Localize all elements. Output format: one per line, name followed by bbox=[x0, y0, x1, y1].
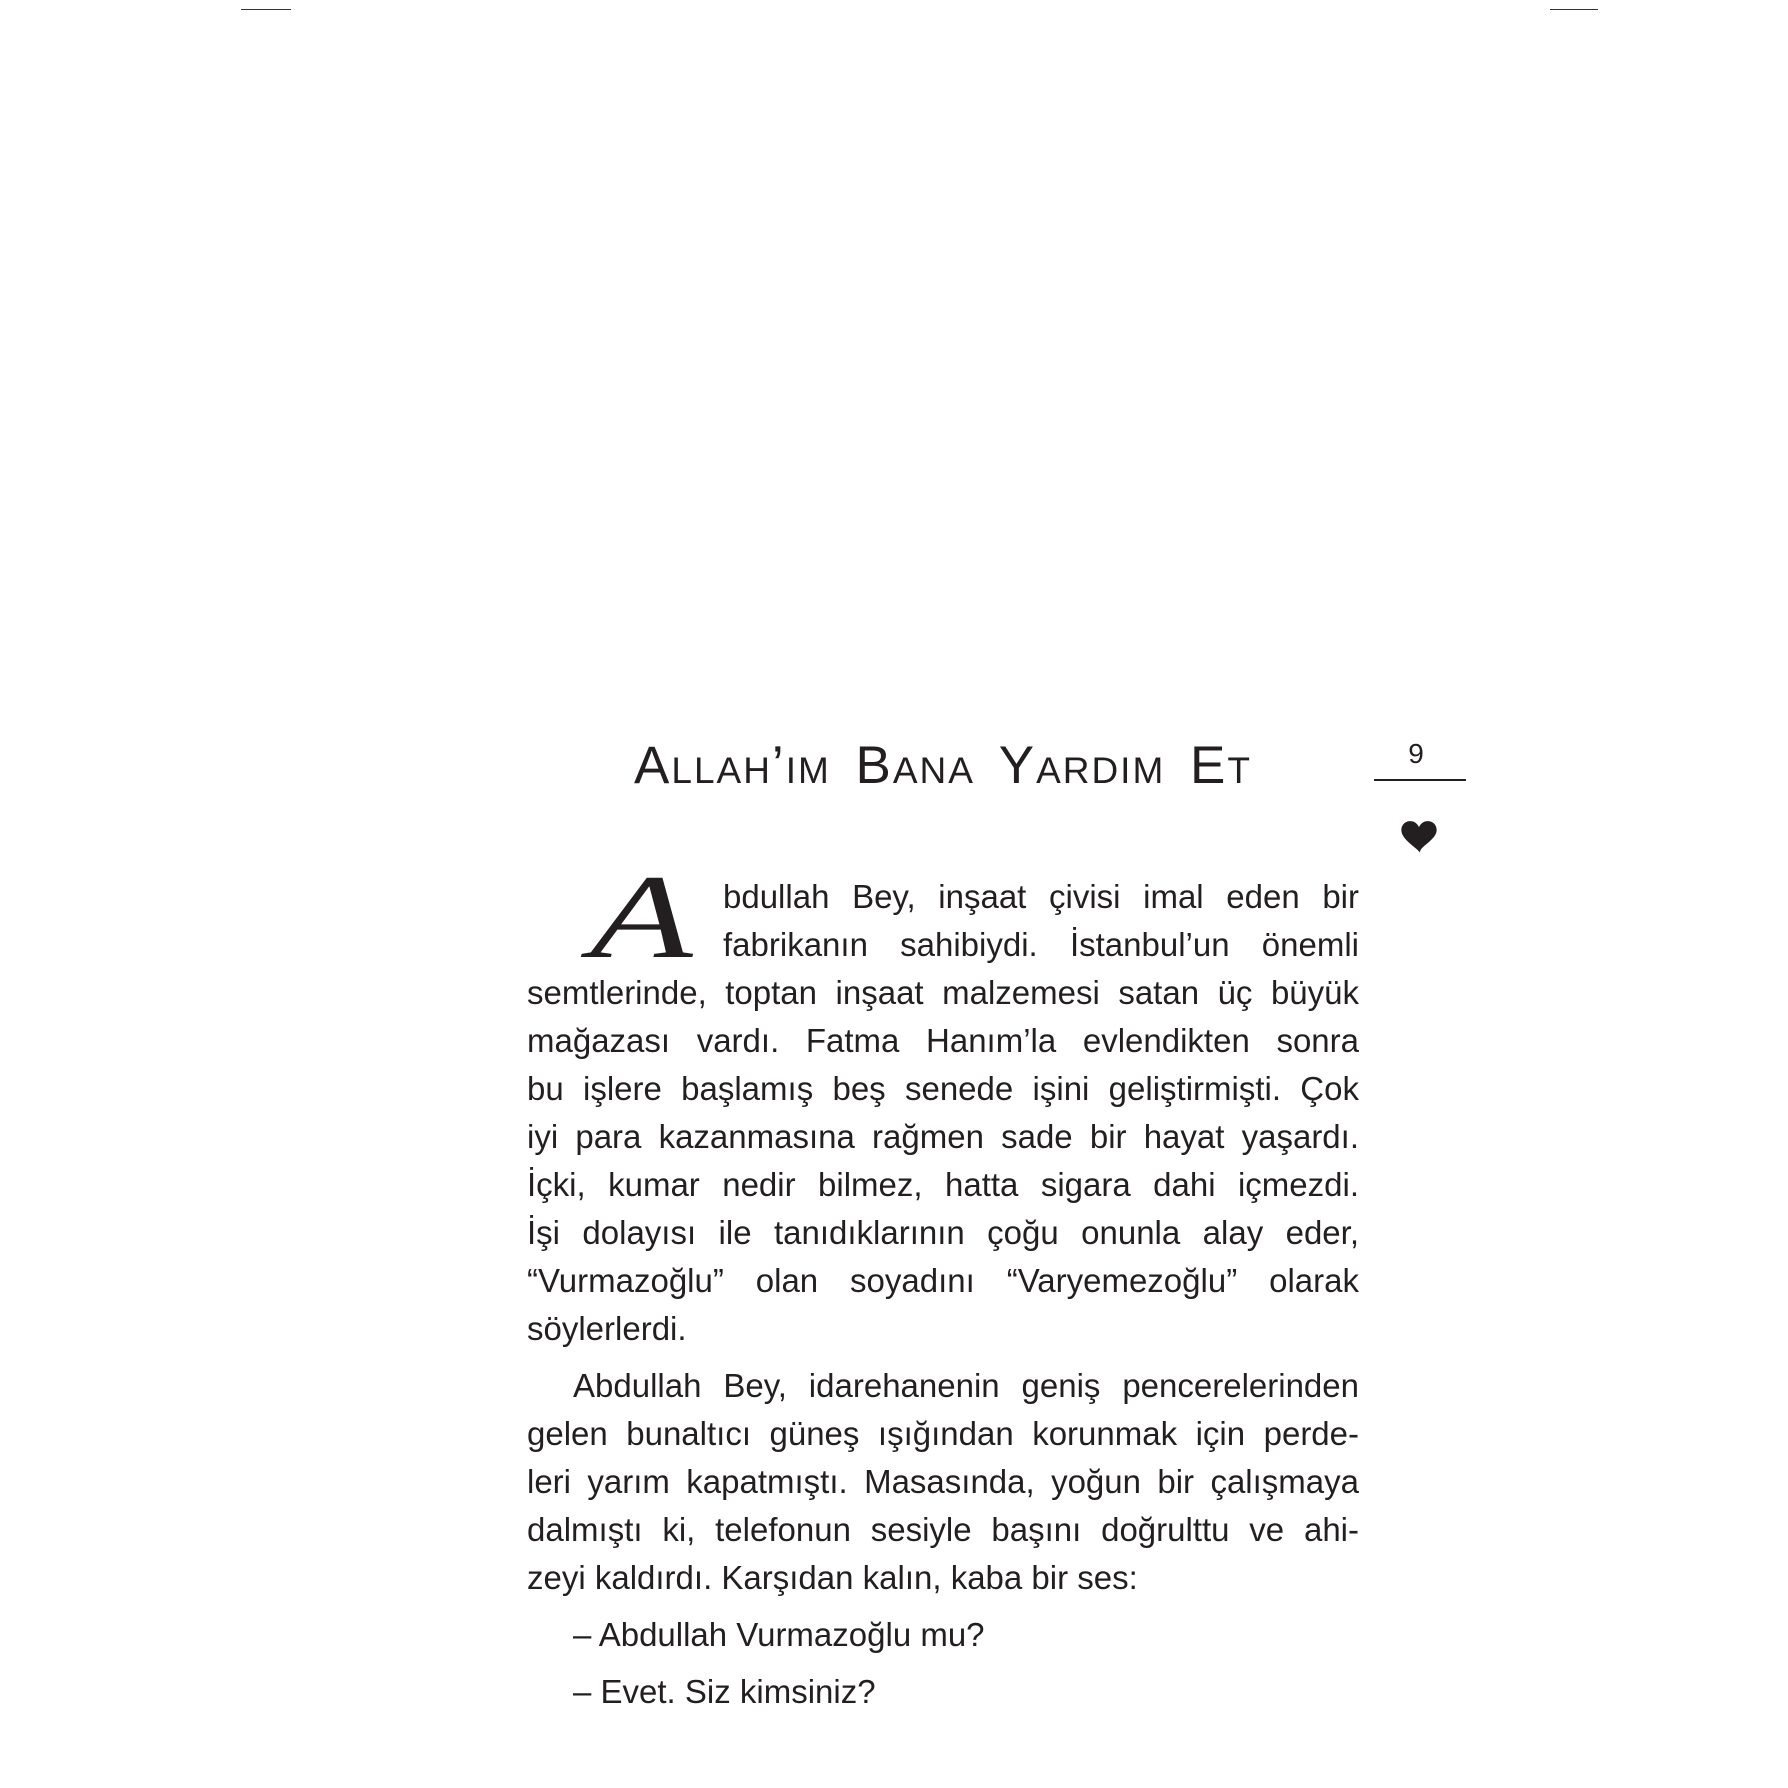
crop-mark-left bbox=[241, 9, 291, 10]
body-text bbox=[527, 873, 1359, 1725]
chapter-title: Allah’ım Bana Yardım Et bbox=[634, 736, 1252, 795]
paragraph bbox=[527, 873, 1359, 1353]
text-line: İçki, kumar nedir bilmez, hatta sigara dahi içmezdi. bbox=[527, 1166, 1359, 1203]
text-line: semtlerinde, toptan inşaat malzemesi satan üç büyük bbox=[527, 974, 1359, 1011]
text-line: – Evet. Siz kimsiniz? bbox=[573, 1673, 876, 1710]
page-number: 9 bbox=[1408, 738, 1424, 769]
text-line: söylerlerdi. bbox=[527, 1310, 687, 1347]
text-line: İşi dolayısı ile tanıdıklarının çoğu onunla alay eder, bbox=[527, 1214, 1359, 1251]
text-line: gelen bunaltıcı güneş ışığından korunmak için perde- bbox=[527, 1415, 1359, 1452]
text-line: bu işlere başlamış beş senede işini geliştirmişti. Çok bbox=[527, 1070, 1359, 1107]
text-line: mağazası vardı. Fatma Hanım’la evlendikten sonra bbox=[527, 1022, 1359, 1059]
page-number-rule bbox=[1374, 779, 1466, 781]
text-line: Abdullah Bey, idarehanenin geniş pencerelerinden bbox=[573, 1367, 1359, 1404]
crop-mark-right bbox=[1550, 9, 1598, 10]
paragraph bbox=[527, 1362, 1359, 1602]
dialogue-line bbox=[527, 1611, 1359, 1659]
text-line: fabrikanın sahibiydi. İstanbul’un önemli bbox=[723, 926, 1359, 963]
text-line: bdullah Bey, inşaat çivisi imal eden bir bbox=[723, 878, 1359, 915]
dialogue-line bbox=[527, 1668, 1359, 1716]
drop-cap: A bbox=[590, 850, 693, 983]
text-line: leri yarım kapatmıştı. Masasında, yoğun bir çalışmaya bbox=[527, 1463, 1359, 1500]
text-line: zeyi kaldırdı. Karşıdan kalın, kaba bir ses: bbox=[527, 1559, 1138, 1596]
text-line: iyi para kazanmasına rağmen sade bir hayat yaşardı. bbox=[527, 1118, 1359, 1155]
heart-icon bbox=[1400, 820, 1438, 853]
text-line: “Vurmazoğlu” olan soyadını “Varyemezoğlu” olarak bbox=[527, 1262, 1359, 1299]
text-line: – Abdullah Vurmazoğlu mu? bbox=[573, 1616, 985, 1653]
text-line: dalmıştı ki, telefonun sesiyle başını doğrulttu ve ahi- bbox=[527, 1511, 1359, 1548]
